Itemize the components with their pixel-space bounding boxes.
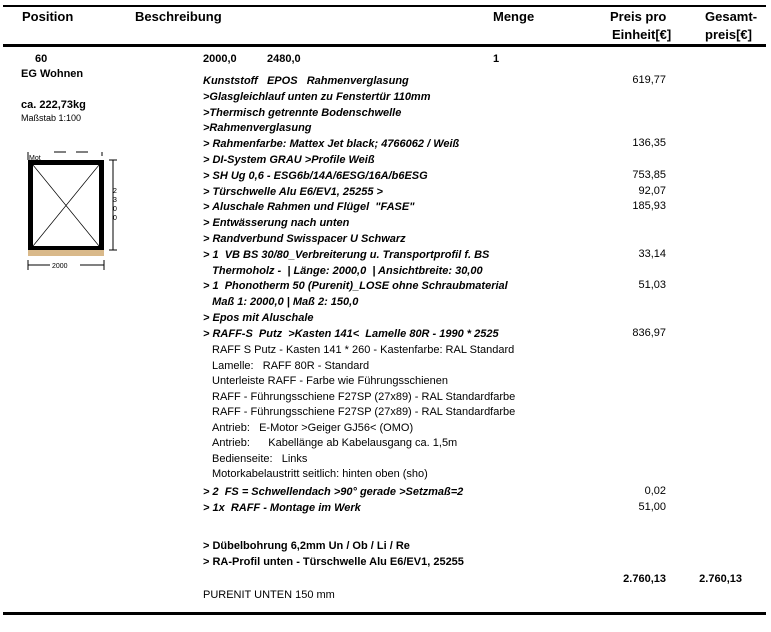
unit-price: 619,77 — [632, 74, 666, 86]
raff-details — [212, 343, 592, 483]
header-beschreibung: Beschreibung — [135, 9, 222, 24]
top-rule — [3, 5, 766, 7]
width-label: 2000 — [52, 263, 68, 270]
unit-price — [596, 153, 666, 169]
unit-price — [596, 90, 666, 106]
description-line: >Thermisch getrennte Bodenschwelle — [203, 106, 402, 119]
description-line: > 1x RAFF - Montage im Werk — [203, 501, 361, 514]
raff-detail-line: Bedienseite: Links — [212, 452, 308, 465]
header-preis-line2: Einheit[€] — [612, 27, 672, 42]
unit-price: 836,97 — [632, 326, 666, 339]
unit-price: 0,02 — [644, 485, 666, 497]
unit-price: 33,14 — [638, 247, 666, 260]
item-room: EG Wohnen — [21, 68, 84, 80]
unit-price — [596, 121, 666, 137]
unit-price: 136,35 — [632, 137, 666, 150]
description-line: > Randverbund Swisspacer U Schwarz — [203, 232, 406, 245]
height-digit: 3 — [113, 197, 117, 204]
price-column — [596, 74, 666, 343]
description-line: > Epos mit Aluschale — [203, 311, 314, 324]
unit-price — [596, 295, 666, 311]
header-preis-line1: Preis pro — [610, 9, 667, 24]
unit-price: 51,00 — [638, 500, 666, 513]
sill — [28, 250, 104, 256]
description-lines — [203, 74, 603, 343]
raff-detail-line: RAFF - Führungsschiene F27SP (27x89) - RAL Standardfarbe — [212, 390, 516, 403]
height-digit: 2 — [113, 188, 117, 195]
unit-price — [596, 311, 666, 327]
description-line: > 2 FS = Schwellendach >90° gerade >Setzmaß=2 — [203, 486, 464, 498]
extra-lines — [203, 485, 603, 516]
window-drawing — [20, 148, 130, 273]
item-quantity: 1 — [493, 53, 500, 65]
description-line: >Glasgleichlauf unten zu Fenstertür 110mm — [203, 90, 431, 103]
item-weight: ca. 222,73kg — [21, 99, 86, 111]
description-line: > Rahmenfarbe: Mattex Jet black; 4766062 / Weiß — [203, 138, 460, 151]
unit-price: 185,93 — [632, 200, 666, 213]
unit-total: 2.760,13 — [623, 573, 666, 585]
total-price: 2.760,13 — [699, 573, 742, 585]
description-line: > RAFF-S Putz >Kasten 141< Lamelle 80R - 1990 * 2525 — [203, 327, 499, 340]
header-position: Position — [22, 9, 74, 24]
header-menge: Menge — [493, 9, 535, 24]
window-bottom-bar — [28, 246, 104, 250]
unit-price: 92,07 — [638, 184, 666, 197]
description-line: > 1 VB BS 30/80_Verbreiterung u. Transportprofil f. BS — [203, 248, 490, 261]
item-scale: Maßstab 1:100 — [21, 113, 82, 123]
footer-note: PURENIT UNTEN 150 mm — [203, 589, 335, 601]
unit-price — [596, 232, 666, 248]
raff-detail-line: Antrieb: E-Motor >Geiger GJ56< (OMO) — [212, 421, 414, 434]
unit-price: 753,85 — [632, 168, 666, 181]
description-line: > Entwässerung nach unten — [203, 217, 350, 230]
header-gesamt-line1: Gesamt- — [705, 9, 758, 24]
raff-detail-line: RAFF - Führungsschiene F27SP (27x89) - RAL Standardfarbe — [212, 406, 516, 418]
unit-price — [596, 216, 666, 232]
item-position: 60 — [35, 53, 48, 65]
unit-price — [596, 264, 666, 280]
description-line: > Aluschale Rahmen und Flügel "FASE" — [203, 201, 415, 214]
raff-detail-line: Unterleiste RAFF - Farbe wie Führungsschienen — [212, 375, 448, 387]
unit-price: 51,03 — [638, 279, 666, 292]
motor-label: Mot — [29, 155, 41, 162]
height-digit: 0 — [113, 206, 117, 213]
unit-price — [596, 106, 666, 122]
raff-detail-line: Lamelle: RAFF 80R - Standard — [212, 359, 370, 372]
header-gesamt-line2: preis[€] — [705, 27, 752, 42]
item-width: 2000,0 — [203, 53, 237, 65]
description-line: > Türschwelle Alu E6/EV1, 25255 > — [203, 185, 383, 198]
description-line: > SH Ug 0,6 - ESG6b/14A/6ESG/16A/b6ESG — [203, 169, 428, 182]
description-line: >Rahmenverglasung — [203, 122, 312, 135]
height-digit: 0 — [113, 215, 117, 222]
description-line: > 1 Phonotherm 50 (Purenit)_LOSE ohne Schraubmaterial — [203, 280, 508, 293]
bottom-rule — [3, 612, 766, 615]
item-height: 2480,0 — [267, 53, 301, 65]
description-line: > DI-System GRAU >Profile Weiß — [203, 153, 375, 166]
raff-detail-line: Antrieb: Kabellänge ab Kabelausgang ca. 1,5m — [212, 437, 458, 449]
extra-price-column — [596, 485, 666, 516]
note-duebelbohrung: > Dübelbohrung 6,2mm Un / Ob / Li / Re — [203, 540, 410, 552]
description-line: Maß 1: 2000,0 | Maß 2: 150,0 — [203, 296, 359, 309]
raff-detail-line: Motorkabelaustritt seitlich: hinten oben (sho) — [212, 468, 428, 480]
raff-detail-line: RAFF S Putz - Kasten 141 * 260 - Kastenfarbe: RAL Standard — [212, 344, 515, 356]
header-rule — [3, 44, 766, 47]
note-ra-profil: > RA-Profil unten - Türschwelle Alu E6/EV1, 25255 — [203, 556, 464, 568]
description-line: Thermoholz - | Länge: 2000,0 | Ansichtbreite: 30,00 — [203, 264, 483, 277]
description-line: Kunststoff EPOS Rahmenverglasung — [203, 75, 409, 87]
